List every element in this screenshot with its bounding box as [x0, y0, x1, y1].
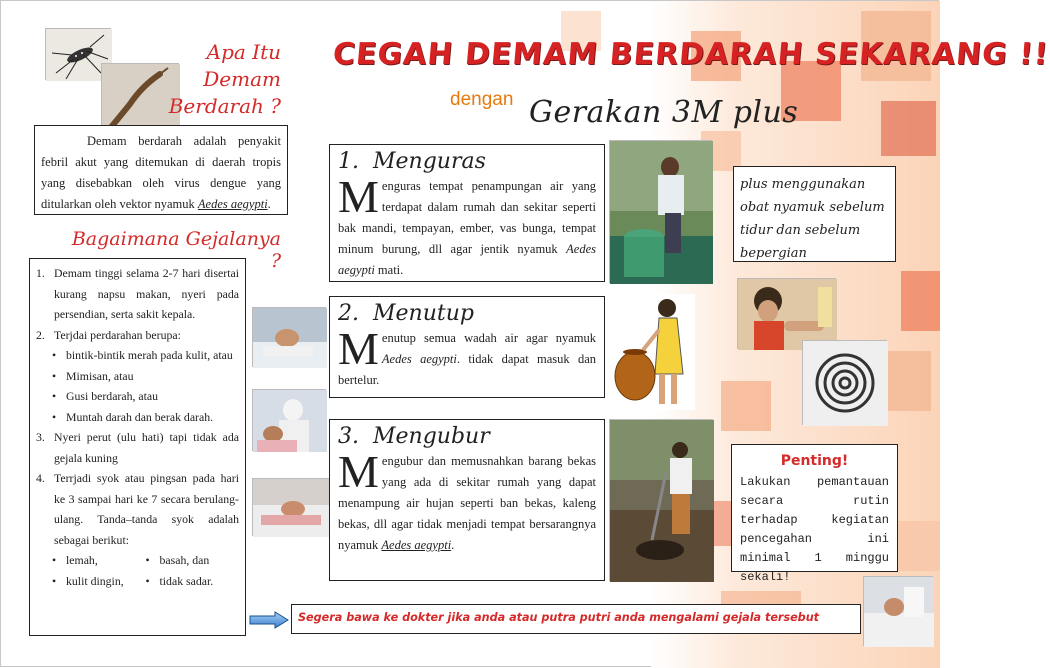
- important-box: [731, 444, 898, 584]
- draining-photo: [609, 140, 712, 283]
- question-what-is: Apa Itu Demam Berdarah ?: [168, 40, 281, 118]
- patient-photo-1: [252, 307, 326, 367]
- warning-box: Segera bawa ke dokter jika anda atau putra putri anda mengalami gejala tersebut: [291, 604, 861, 634]
- step-menguras: 1. Menguras Menguras tempat penampungan air yang terdapat dalam rumah dan sekitar seperti bak mandi, tempayan, ember, vas bunga, tempat minum burung, dll agar jentik nyamuk Aedes aegypti mati.: [329, 144, 605, 282]
- plus-box: plus menggunakan obat nyamuk sebelum tidur dan sebelum bepergian: [733, 166, 896, 262]
- sub-item: • bintik-bintik merah pada kulit, atau: [52, 348, 233, 362]
- step-title: 1. Menguras: [338, 149, 486, 174]
- patient-photo-2: [252, 389, 326, 451]
- symptoms-box: [29, 258, 246, 636]
- important-title: Penting!: [780, 453, 849, 469]
- hospital-photo: [863, 576, 933, 646]
- sub-item: • Gusi berdarah, atau: [52, 389, 159, 403]
- dengan-label: dengan: [450, 89, 514, 110]
- list-item: 2. Terjdai perdarahan berupa:: [36, 327, 181, 342]
- step-menutup: 2. Menutup Menutup semua wadah air agar nyamuk Aedes aegypti. tidak dapat masuk dan bertelur.: [329, 296, 605, 398]
- arrow-right-icon: [249, 611, 289, 629]
- sub-item-row: • lemah, • basah, dan: [52, 553, 210, 567]
- repellent-lotion-photo: [737, 278, 836, 349]
- sub-item: • Muntah darah dan berak darah.: [52, 409, 214, 424]
- gerakan-subtitle: Gerakan 3M plus: [529, 95, 799, 130]
- step-title: 3. Mengubur: [338, 424, 490, 449]
- definition-box: Demam berdarah adalah penyakit febril akut yang ditemukan di daerah tropis yang disebabkan oleh virus dengue yang ditularkan oleh vektor nyamuk Aedes aegypti.: [34, 125, 288, 215]
- sub-item-row: • kulit dingin, • tidak sadar.: [52, 573, 214, 588]
- mosquito-coil-photo: [802, 340, 887, 425]
- covering-jar-illustration: [611, 294, 695, 410]
- step-title: 2. Menutup: [338, 301, 474, 326]
- list-item: 3. Nyeri perut (ulu hati) tapi tidak ada gejala kuning: [36, 430, 239, 465]
- patient-photo-3: [252, 478, 330, 536]
- question-symptoms: Bagaimana Gejalanya ?: [71, 228, 281, 272]
- list-item: 1. Demam tinggi selama 2-7 hari disertai kurang napsu makan, nyeri pada persendian, serta sakit kepala.: [36, 266, 239, 321]
- main-title: CEGAH DEMAM BERDARAH SEKARANG !!: [331, 37, 1050, 72]
- list-item: 4. Terrjadi syok atau pingsan pada hari ke 3 sampai hari ke 7 secara berulang-ulang. Tanda–tanda syok adalah sebagai berikut:: [36, 471, 239, 547]
- burying-photo: [609, 419, 713, 581]
- important-text: Lakukan pemantauan secara rutin terhadap kegiatan pencegahan ini minimal 1 minggu sekali!: [740, 475, 889, 584]
- step-mengubur: 3. Mengubur Mengubur dan memusnahkan barang bekas yang ada di sekitar rumah yang dapat menampung air hujan seperti ban bekas, kaleng bekas, dll agar tidak menjadi tempat bersarangnya nyamuk Aedes aegypti.: [329, 419, 605, 581]
- sub-item: • Mimisan, atau: [52, 368, 134, 383]
